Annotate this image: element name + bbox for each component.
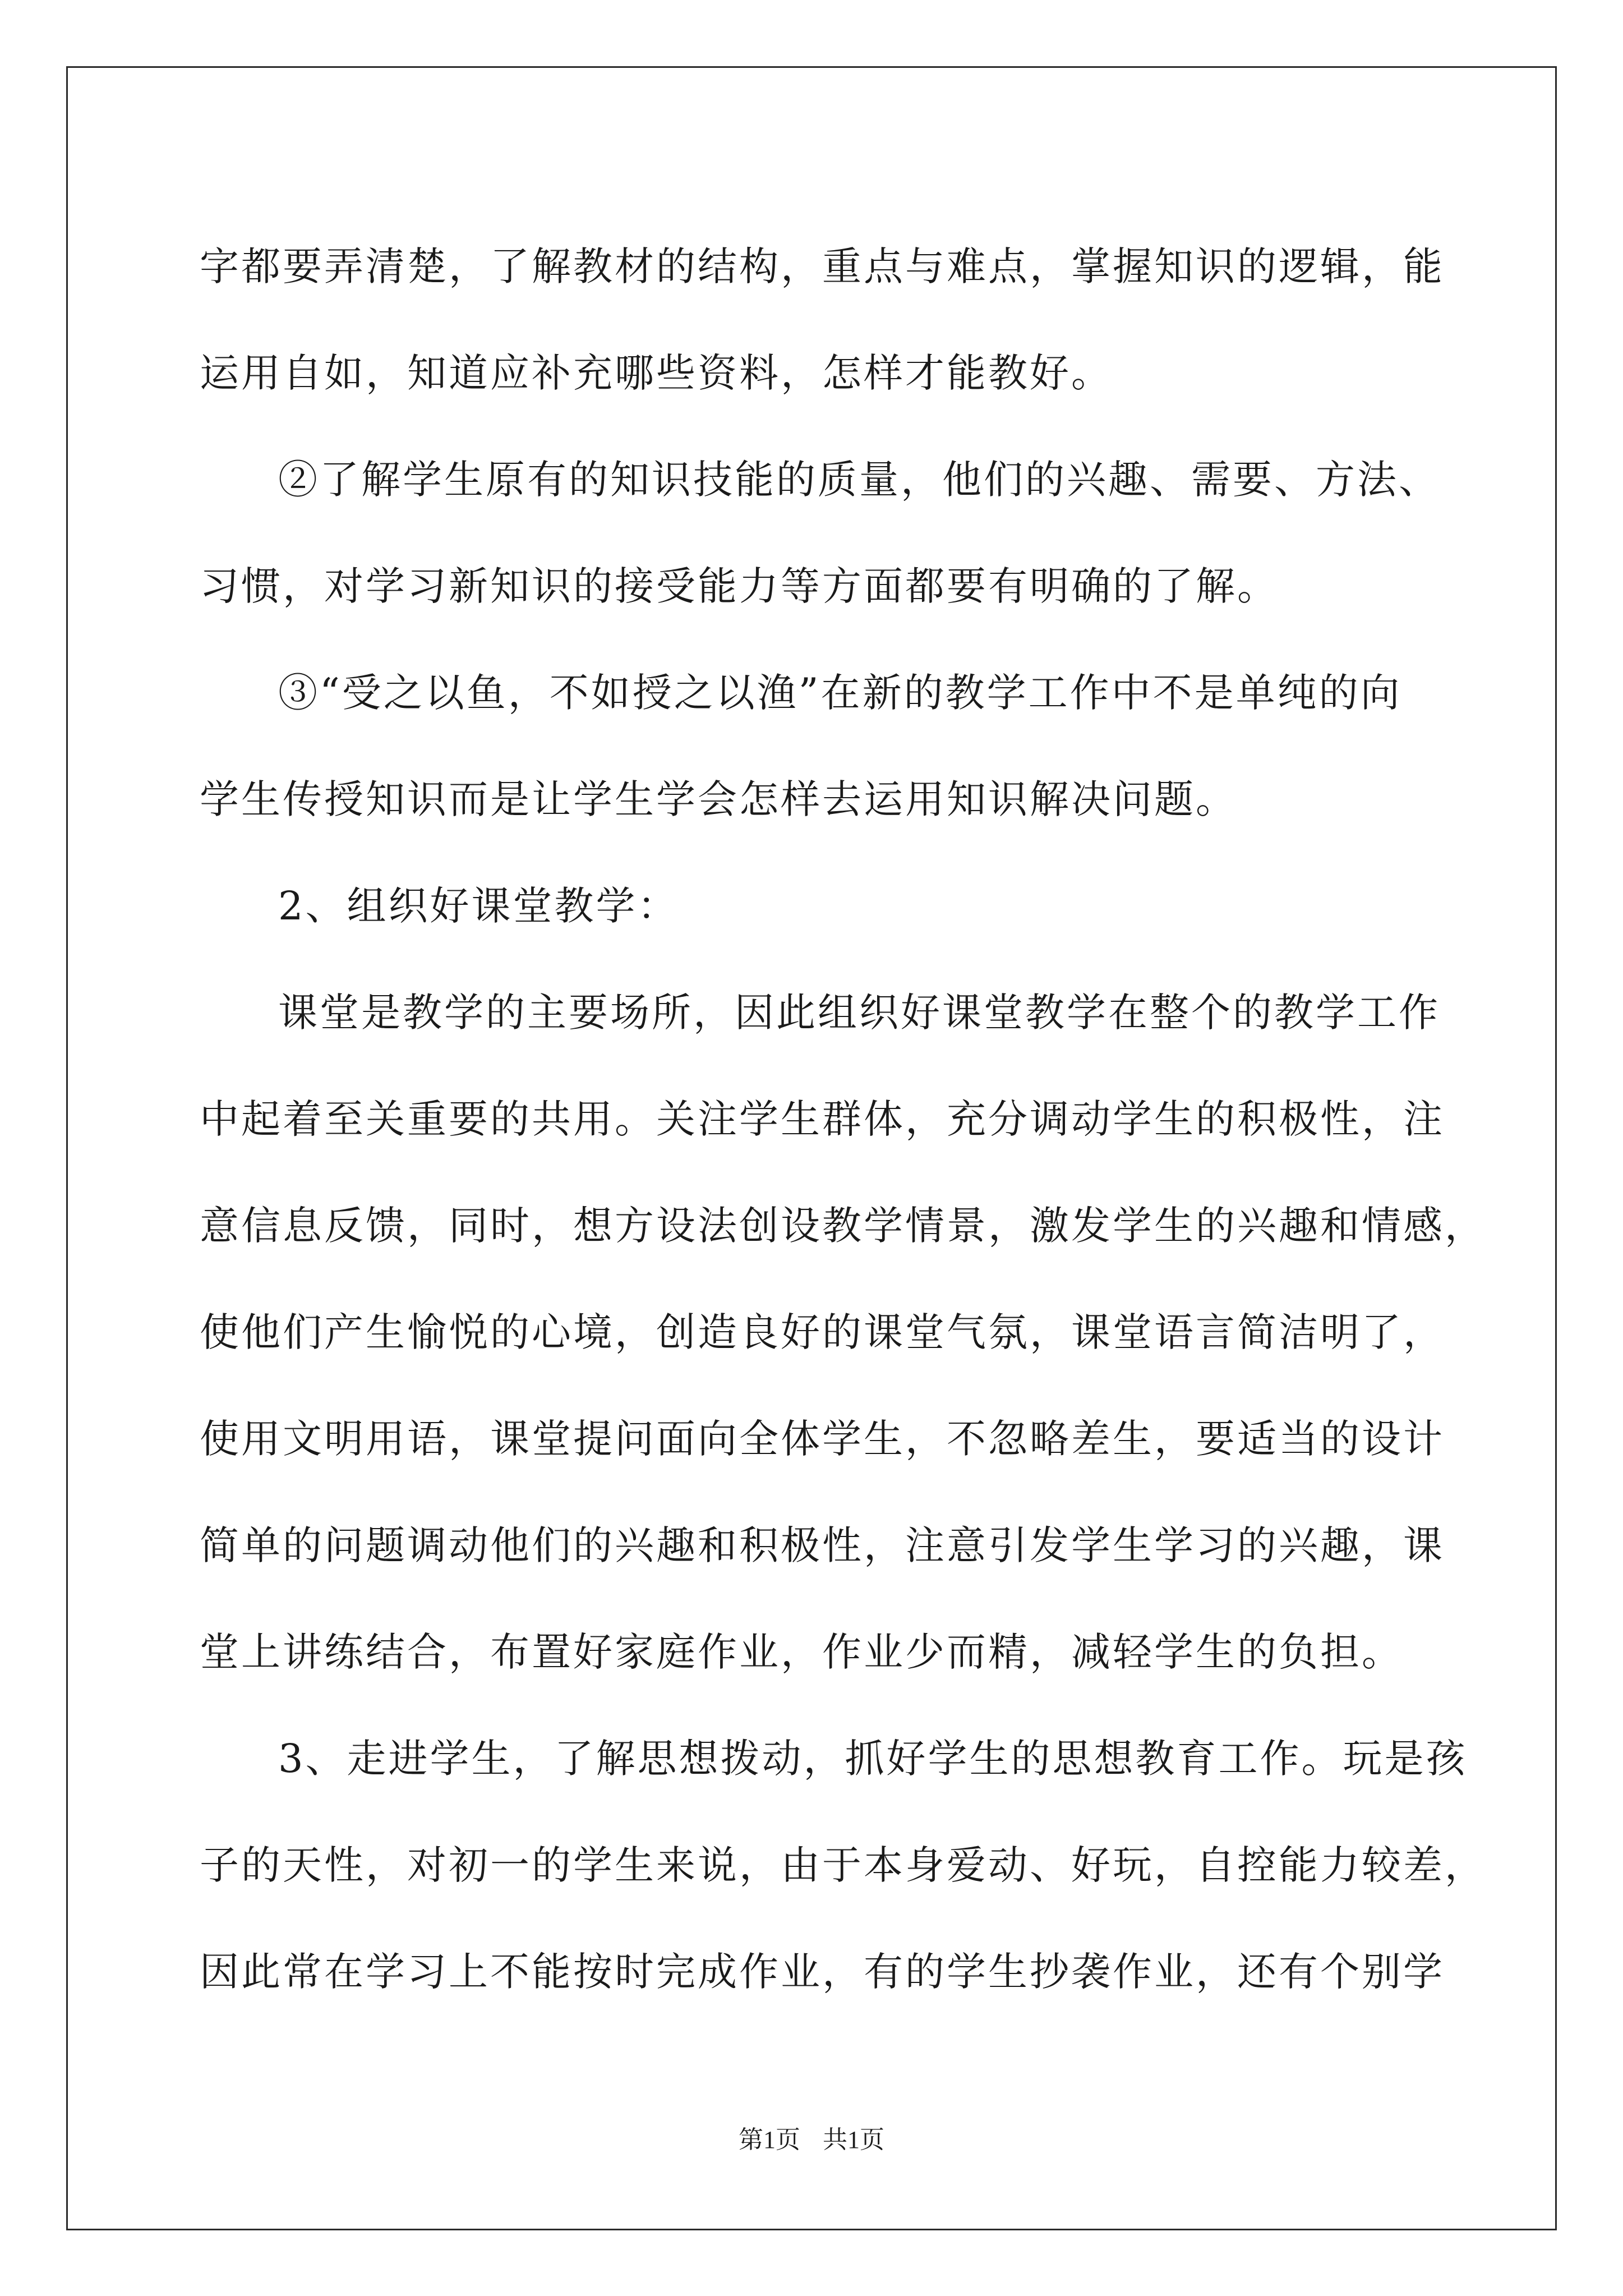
text-line: 中起着至关重要的共用。关注学生群体，充分调动学生的积极性，注 (200, 1096, 1445, 1142)
text-line: 运用自如，知道应补充哪些资料，怎样才能教好。 (200, 350, 1113, 396)
page-footer (0, 2123, 1623, 2157)
text-line: ②了解学生原有的知识技能的质量，他们的兴趣、需要、方法、 (278, 457, 1440, 503)
text-line: 使他们产生愉悦的心境，创造良好的课堂气氛，课堂语言简洁明了， (200, 1309, 1445, 1355)
text-line: 课堂是教学的主要场所，因此组织好课堂教学在整个的教学工作 (278, 990, 1440, 1036)
page-number: 第1页 (739, 2126, 800, 2154)
text-line: 使用文明用语，课堂提问面向全体学生，不忽略差生，要适当的设计 (200, 1416, 1445, 1462)
page-total: 共1页 (823, 2126, 884, 2154)
text-line: 3、走进学生，了解思想拨动，抓好学生的思想教育工作。玩是孩 (278, 1736, 1468, 1782)
section-heading: 2、组织好课堂教学： (278, 883, 679, 929)
text-line: 子的天性，对初一的学生来说，由于本身爱动、好玩，自控能力较差， (200, 1842, 1486, 1888)
text-line: 习惯，对学习新知识的接受能力等方面都要有明确的了解。 (200, 563, 1279, 609)
text-line: 学生传授知识而是让学生学会怎样去运用知识解决问题。 (200, 776, 1237, 822)
text-line: 简单的问题调动他们的兴趣和积极性，注意引发学生学习的兴趣，课 (200, 1522, 1445, 1568)
text-line: ③“受之以鱼，不如授之以渔”在新的教学工作中不是单纯的向 (278, 670, 1402, 716)
text-line: 字都要弄清楚，了解教材的结构，重点与难点，掌握知识的逻辑，能 (200, 243, 1445, 289)
text-line: 堂上讲练结合，布置好家庭作业，作业少而精，减轻学生的负担。 (200, 1629, 1403, 1675)
text-line: 因此常在学习上不能按时完成作业，有的学生抄袭作业，还有个别学 (200, 1949, 1445, 1995)
text-line: 意信息反馈，同时，想方设法创设教学情景，激发学生的兴趣和情感， (200, 1203, 1486, 1249)
document-body (200, 213, 1486, 2025)
